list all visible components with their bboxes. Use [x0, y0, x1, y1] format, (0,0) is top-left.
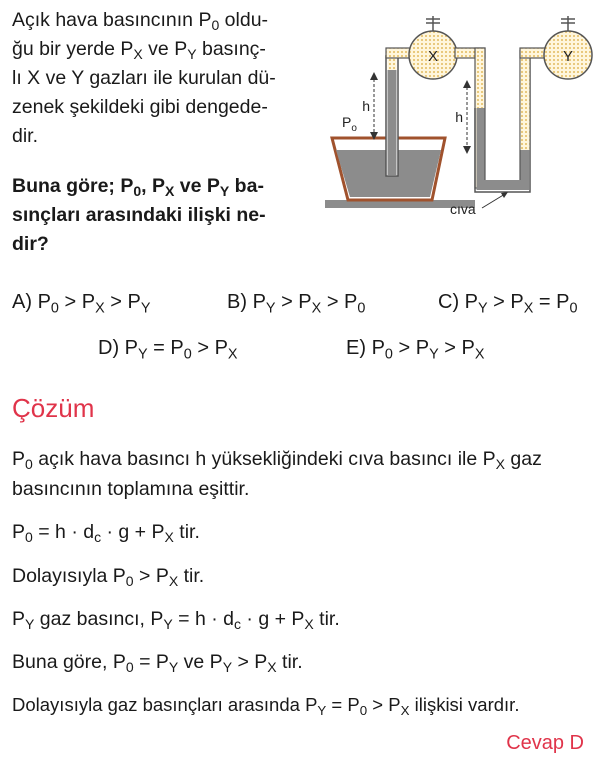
- solution-line-5: $P_Y$ gaz basıncı, $P_Y = h \cdot d_c \cdot g + P_X$ tir.: [12, 608, 340, 633]
- label-civa: cıva: [450, 201, 476, 217]
- solution-line-1: $P_0$ açık hava basıncı h yüksekliğindeki cıva basıncı ile $P_X$ gaz: [12, 448, 542, 473]
- solution-line-7: Dolayısıyla gaz basınçları arasında $P_Y = P_0 > P_X$ ilişkisi vardır.: [12, 694, 520, 718]
- label-p0: $P_o$: [342, 114, 357, 134]
- question-text: Açık hava basıncının $P_0$ oldu- ğu bir yerde $P_X$ ve $P_Y$ basınç- lı X ve Y gazları ile kurulan dü- zenek şekildeki gibi dengede- dir.: [12, 9, 276, 147]
- solution-line-4: Dolayısıyla $P_0 > P_X$ tir.: [12, 565, 205, 590]
- manometer-figure: [320, 10, 600, 220]
- solution-line-3: $P_0 = h \cdot d_c \cdot g + P_X$ tir.: [12, 521, 200, 546]
- option-c[interactable]: C) $P_Y > P_X = P_0$: [438, 291, 578, 317]
- label-x: X: [427, 48, 439, 65]
- option-e[interactable]: E) $P_0 > P_Y > P_X$: [346, 337, 485, 363]
- u-tube-mercury-left: [477, 108, 485, 190]
- solution-line-6: Buna göre, $P_0 = P_Y$ ve $P_Y > P_X$ tir.: [12, 651, 303, 676]
- solution-title: Çözüm: [12, 393, 95, 423]
- option-b[interactable]: B) $P_Y > P_X > P_0$: [227, 291, 366, 317]
- option-a[interactable]: A) $P_0 > P_X > P_Y$: [12, 291, 151, 317]
- option-d[interactable]: D) $P_Y = P_0 > P_X$: [98, 337, 238, 363]
- left-tube-mercury: [388, 70, 397, 175]
- label-h-right: h: [455, 109, 463, 125]
- label-h-left: h: [362, 98, 370, 114]
- answer-label: Cevap D: [506, 732, 584, 754]
- label-y: Y: [562, 48, 574, 65]
- solution-line-2: basıncının toplamına eşittir.: [12, 478, 250, 500]
- u-tube-mercury-right: [520, 150, 529, 190]
- question-prompt: Buna göre; $P_0$, $P_X$ ve $P_Y$ ba- sınçları arasındaki ilişki ne- dir?: [12, 175, 266, 255]
